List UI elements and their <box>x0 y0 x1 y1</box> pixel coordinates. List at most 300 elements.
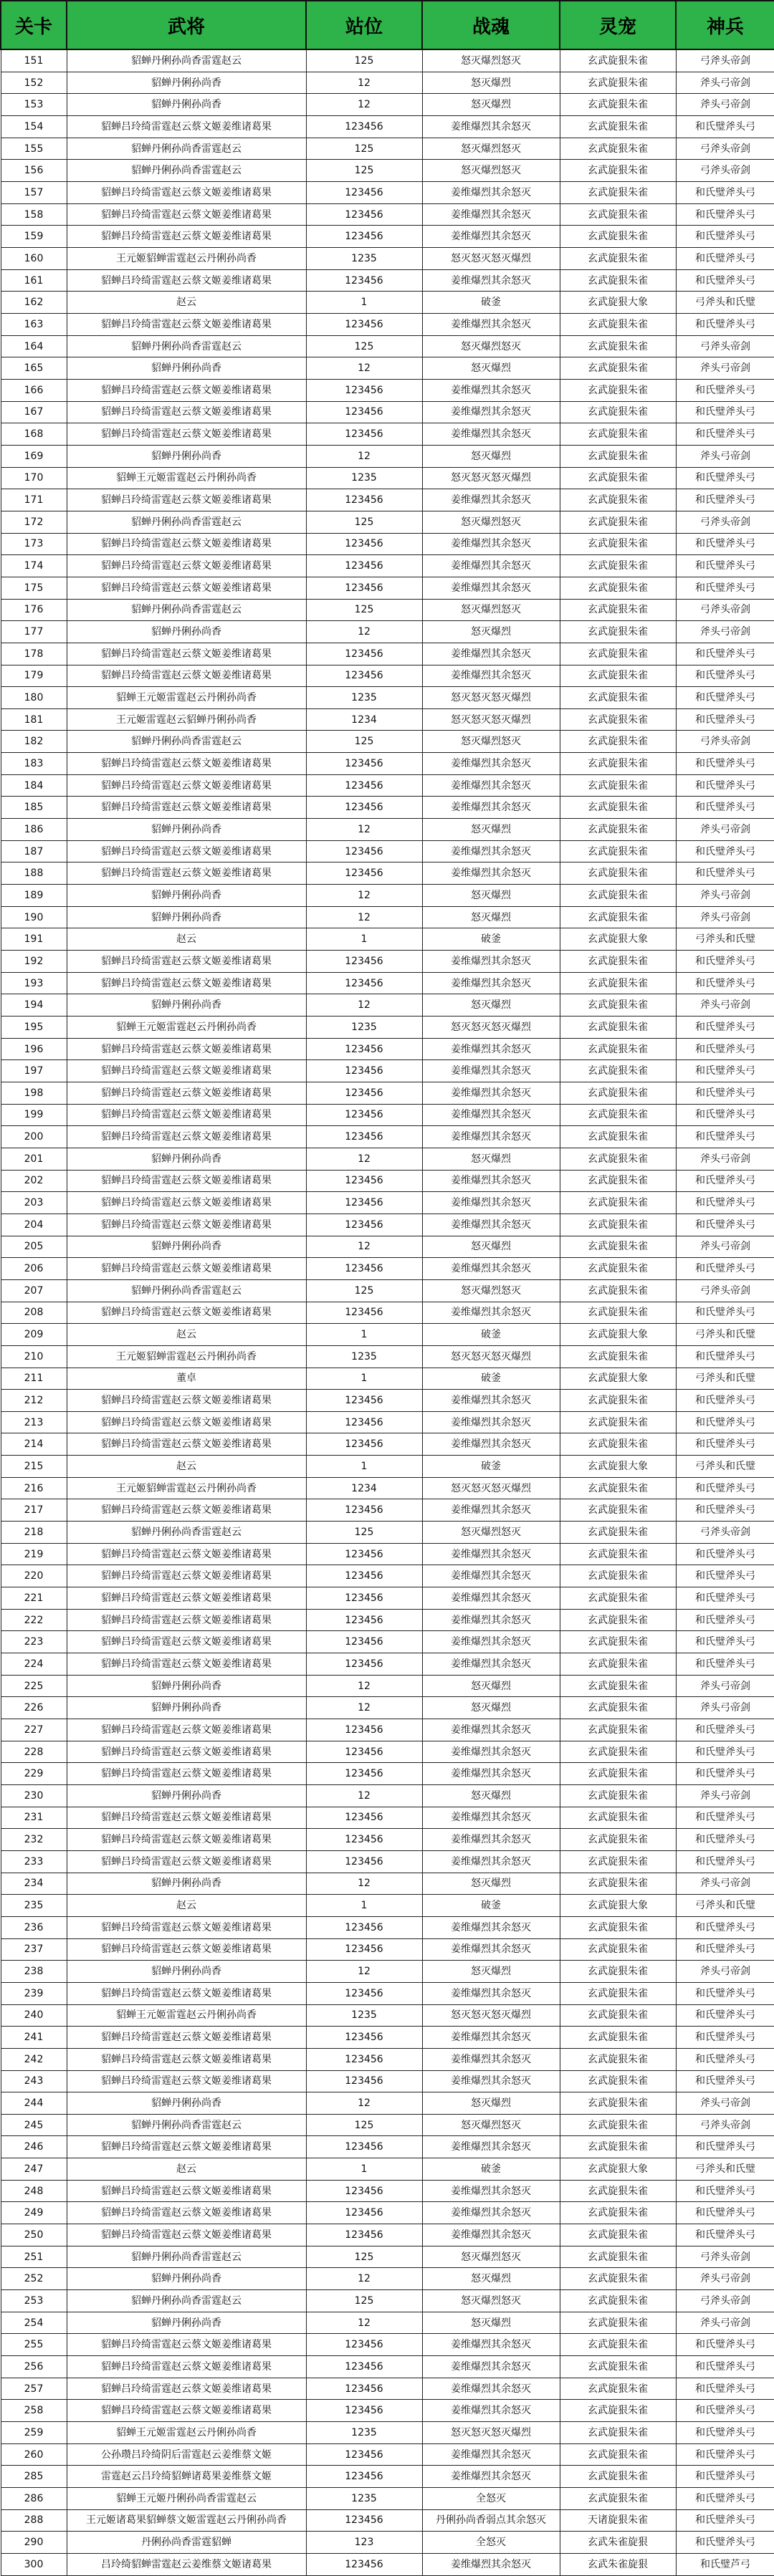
battle-soul-cell: 姜维爆烈其余怒灭 <box>422 2070 560 2092</box>
spirit-pet-cell: 玄武旋狠朱雀 <box>560 401 676 423</box>
position-cell: 125 <box>306 1522 422 1544</box>
generals-cell: 丹俐孙尚香雷霆貂蝉 <box>67 2532 306 2554</box>
generals-cell: 貂蝉吕玲绮雷霆赵云蔡文姬姜维诸葛果 <box>67 182 306 204</box>
level-cell: 179 <box>1 665 67 687</box>
level-cell: 173 <box>1 533 67 555</box>
level-cell: 290 <box>1 2532 67 2554</box>
spirit-pet-cell: 玄武旋狠朱雀 <box>560 160 676 182</box>
divine-weapon-cell: 弓斧头帝剑 <box>676 335 774 357</box>
battle-soul-cell: 姜维爆烈其余怒灭 <box>422 1807 560 1829</box>
position-cell: 125 <box>306 49 422 72</box>
generals-cell: 貂蝉吕玲绮雷霆赵云蔡文姬姜维诸葛果 <box>67 1653 306 1676</box>
generals-cell: 貂蝉丹俐孙尚香雷霆赵云 <box>67 599 306 621</box>
position-cell: 123456 <box>306 1609 422 1631</box>
spirit-pet-cell: 玄武旋狠朱雀 <box>560 1873 676 1895</box>
generals-cell: 貂蝉吕玲绮雷霆赵云蔡文姬姜维诸葛果 <box>67 1587 306 1610</box>
divine-weapon-cell: 和氏璧斧头弓 <box>676 774 774 797</box>
divine-weapon-cell: 和氏璧斧头弓 <box>676 1345 774 1368</box>
divine-weapon-cell: 和氏璧斧头弓 <box>676 2509 774 2532</box>
generals-cell: 貂蝉丹俐孙尚香 <box>67 2092 306 2115</box>
battle-soul-cell: 姜维爆烈其余怒灭 <box>422 423 560 446</box>
level-cell: 225 <box>1 1675 67 1697</box>
level-cell: 245 <box>1 2114 67 2136</box>
level-cell: 156 <box>1 160 67 182</box>
table-row <box>1 1302 774 1324</box>
level-cell: 215 <box>1 1456 67 1478</box>
divine-weapon-cell: 和氏璧斧头弓 <box>676 2532 774 2554</box>
divine-weapon-cell: 斧头弓帝剑 <box>676 994 774 1017</box>
position-cell: 125 <box>306 1279 422 1302</box>
position-cell: 12 <box>306 621 422 643</box>
level-cell: 204 <box>1 1213 67 1236</box>
generals-cell: 貂蝉丹俐孙尚香雷霆赵云 <box>67 2246 306 2268</box>
level-cell: 260 <box>1 2443 67 2466</box>
level-cell: 181 <box>1 708 67 731</box>
spirit-pet-cell: 玄武旋狠朱雀 <box>560 1060 676 1082</box>
divine-weapon-cell: 和氏璧斧头弓 <box>676 1258 774 1280</box>
position-cell: 12 <box>306 1236 422 1258</box>
level-cell: 189 <box>1 885 67 907</box>
generals-cell: 貂蝉吕玲绮雷霆赵云蔡文姬姜维诸葛果 <box>67 862 306 885</box>
spirit-pet-cell: 玄武旋狠朱雀 <box>560 994 676 1017</box>
position-cell: 123456 <box>306 2180 422 2202</box>
generals-cell: 貂蝉丹俐孙尚香雷霆赵云 <box>67 1279 306 1302</box>
spirit-pet-cell: 玄武旋狠朱雀 <box>560 2004 676 2027</box>
generals-cell: 貂蝉吕玲绮雷霆赵云蔡文姬姜维诸葛果 <box>67 643 306 665</box>
level-cell: 258 <box>1 2400 67 2422</box>
spirit-pet-cell: 玄武旋狠朱雀 <box>560 2180 676 2202</box>
level-cell: 240 <box>1 2004 67 2027</box>
generals-cell: 貂蝉吕玲绮雷霆赵云蔡文姬姜维诸葛果 <box>67 972 306 994</box>
battle-soul-cell: 姜维爆烈其余怒灭 <box>422 797 560 819</box>
generals-cell: 貂蝉丹俐孙尚香 <box>67 1675 306 1697</box>
level-cell: 192 <box>1 951 67 973</box>
position-cell: 12 <box>306 1148 422 1170</box>
battle-soul-cell: 怒灭怒灭怒灭爆烈 <box>422 248 560 270</box>
battle-soul-cell: 姜维爆烈其余怒灭 <box>422 951 560 973</box>
battle-soul-cell: 姜维爆烈其余怒灭 <box>422 401 560 423</box>
spirit-pet-cell: 玄武旋狠朱雀 <box>560 906 676 928</box>
level-cell: 237 <box>1 1938 67 1961</box>
table-row <box>1 1368 774 1390</box>
level-cell: 190 <box>1 906 67 928</box>
divine-weapon-cell: 斧头弓帝剑 <box>676 2268 774 2290</box>
generals-cell: 貂蝉丹俐孙尚香 <box>67 819 306 841</box>
divine-weapon-cell: 和氏璧斧头弓 <box>676 1060 774 1082</box>
divine-weapon-cell: 和氏璧斧头弓 <box>676 797 774 819</box>
table-row <box>1 1236 774 1258</box>
divine-weapon-cell: 和氏璧斧头弓 <box>676 2422 774 2444</box>
table-row <box>1 819 774 841</box>
generals-cell: 王元姬貂蝉雷霆赵云丹俐孙尚香 <box>67 1345 306 1368</box>
battle-soul-cell: 姜维爆烈其余怒灭 <box>422 1631 560 1653</box>
table-row <box>1 1038 774 1060</box>
divine-weapon-cell: 和氏璧斧头弓 <box>676 2487 774 2509</box>
level-cell: 227 <box>1 1719 67 1741</box>
table-row <box>1 138 774 160</box>
table-row <box>1 2400 774 2422</box>
position-cell: 123456 <box>306 533 422 555</box>
divine-weapon-cell: 斧头弓帝剑 <box>676 2312 774 2334</box>
position-cell: 123456 <box>306 1631 422 1653</box>
level-cell: 195 <box>1 1017 67 1039</box>
divine-weapon-cell: 斧头弓帝剑 <box>676 1148 774 1170</box>
divine-weapon-cell: 斧头弓帝剑 <box>676 885 774 907</box>
spirit-pet-cell: 玄武旋狠朱雀 <box>560 1675 676 1697</box>
level-cell: 186 <box>1 819 67 841</box>
level-cell: 176 <box>1 599 67 621</box>
position-cell: 123456 <box>306 2027 422 2049</box>
position-cell: 123456 <box>306 2048 422 2070</box>
table-row <box>1 511 774 533</box>
table-row <box>1 885 774 907</box>
level-cell: 219 <box>1 1543 67 1565</box>
generals-cell: 貂蝉吕玲绮雷霆赵云蔡文姬姜维诸葛果 <box>67 1609 306 1631</box>
table-row <box>1 1258 774 1280</box>
table-row <box>1 2532 774 2554</box>
table-row <box>1 489 774 511</box>
battle-soul-cell: 怒灭爆烈怒灭 <box>422 2114 560 2136</box>
divine-weapon-cell: 斧头弓帝剑 <box>676 1675 774 1697</box>
table-row <box>1 1807 774 1829</box>
spirit-pet-cell: 玄武旋狠朱雀 <box>560 1522 676 1544</box>
generals-cell: 貂蝉丹俐孙尚香 <box>67 1148 306 1170</box>
spirit-pet-cell: 玄武旋狠朱雀 <box>560 1258 676 1280</box>
position-cell: 123456 <box>306 862 422 885</box>
level-cell: 182 <box>1 731 67 753</box>
spirit-pet-cell: 玄武旋狠朱雀 <box>560 1192 676 1214</box>
battle-soul-cell: 姜维爆烈其余怒灭 <box>422 1060 560 1082</box>
table-row <box>1 972 774 994</box>
table-row <box>1 2487 774 2509</box>
spirit-pet-cell: 玄武旋狠朱雀 <box>560 1104 676 1126</box>
generals-cell: 貂蝉吕玲绮雷霆赵云蔡文姬姜维诸葛果 <box>67 665 306 687</box>
battle-soul-cell: 姜维爆烈其余怒灭 <box>422 840 560 862</box>
generals-cell: 貂蝉丹俐孙尚香 <box>67 357 306 380</box>
level-cell: 174 <box>1 555 67 577</box>
table-row <box>1 182 774 204</box>
generals-cell: 貂蝉丹俐孙尚香雷霆赵云 <box>67 335 306 357</box>
table-row <box>1 1961 774 1983</box>
generals-cell: 貂蝉丹俐孙尚香雷霆赵云 <box>67 49 306 72</box>
battle-soul-cell: 怒灭爆烈怒灭 <box>422 1522 560 1544</box>
position-cell: 123456 <box>306 2136 422 2158</box>
generals-cell: 吕玲绮貂蝉雷霆赵云姜维蔡文姬诸葛果 <box>67 2553 306 2575</box>
position-cell: 1235 <box>306 2422 422 2444</box>
generals-cell: 貂蝉丹俐孙尚香 <box>67 994 306 1017</box>
divine-weapon-cell: 和氏璧斧头弓 <box>676 2334 774 2356</box>
divine-weapon-cell: 和氏璧斧头弓 <box>676 708 774 731</box>
generals-cell: 貂蝉吕玲绮雷霆赵云蔡文姬姜维诸葛果 <box>67 1850 306 1873</box>
generals-cell: 貂蝉吕玲绮雷霆赵云蔡文姬姜维诸葛果 <box>67 2202 306 2224</box>
spirit-pet-cell: 玄武旋狠朱雀 <box>560 753 676 775</box>
level-cell: 246 <box>1 2136 67 2158</box>
divine-weapon-cell: 和氏璧斧头弓 <box>676 577 774 599</box>
divine-weapon-cell: 和氏璧斧头弓 <box>676 1038 774 1060</box>
battle-soul-cell: 破釜 <box>422 1368 560 1390</box>
generals-cell: 貂蝉吕玲绮雷霆赵云蔡文姬姜维诸葛果 <box>67 1499 306 1522</box>
generals-cell: 貂蝉吕玲绮雷霆赵云蔡文姬姜维诸葛果 <box>67 555 306 577</box>
generals-cell: 貂蝉丹俐孙尚香 <box>67 1961 306 1983</box>
table-row <box>1 226 774 248</box>
spirit-pet-cell: 玄武旋狠朱雀 <box>560 2290 676 2312</box>
battle-soul-cell: 怒灭怒灭怒灭爆烈 <box>422 467 560 489</box>
generals-cell: 貂蝉吕玲绮雷霆赵云蔡文姬姜维诸葛果 <box>67 951 306 973</box>
table-row <box>1 2553 774 2575</box>
generals-cell: 赵云 <box>67 2158 306 2181</box>
spirit-pet-cell: 玄武旋狠朱雀 <box>560 1631 676 1653</box>
position-cell: 123456 <box>306 2466 422 2488</box>
battle-soul-cell: 姜维爆烈其余怒灭 <box>422 1565 560 1587</box>
generals-cell: 貂蝉吕玲绮雷霆赵云蔡文姬姜维诸葛果 <box>67 314 306 336</box>
divine-weapon-cell: 和氏璧斧头弓 <box>676 2136 774 2158</box>
generals-cell: 赵云 <box>67 292 306 314</box>
position-cell: 123456 <box>306 2378 422 2400</box>
level-cell: 238 <box>1 1961 67 1983</box>
battle-soul-cell: 姜维爆烈其余怒灭 <box>422 533 560 555</box>
position-cell: 1 <box>306 1895 422 1917</box>
battle-soul-cell: 姜维爆烈其余怒灭 <box>422 555 560 577</box>
battle-soul-cell: 姜维爆烈其余怒灭 <box>422 2356 560 2378</box>
position-cell: 123456 <box>306 2553 422 2575</box>
level-cell: 153 <box>1 94 67 116</box>
position-cell: 123456 <box>306 1982 422 2004</box>
battle-soul-cell: 丹俐孙尚香弱点其余怒灭 <box>422 2509 560 2532</box>
spirit-pet-cell: 玄武旋狠朱雀 <box>560 2027 676 2049</box>
battle-soul-cell: 姜维爆烈其余怒灭 <box>422 2224 560 2246</box>
level-cell: 247 <box>1 2158 67 2181</box>
generals-cell: 董卓 <box>67 1368 306 1390</box>
battle-soul-cell: 怒灭爆烈 <box>422 1148 560 1170</box>
position-cell: 125 <box>306 2290 422 2312</box>
divine-weapon-cell: 和氏璧斧头弓 <box>676 951 774 973</box>
level-cell: 202 <box>1 1170 67 1192</box>
generals-cell: 貂蝉吕玲绮雷霆赵云蔡文姬姜维诸葛果 <box>67 401 306 423</box>
table-row <box>1 2224 774 2246</box>
level-cell: 232 <box>1 1829 67 1851</box>
battle-soul-cell: 姜维爆烈其余怒灭 <box>422 1258 560 1280</box>
spirit-pet-cell: 玄武旋狠朱雀 <box>560 1982 676 2004</box>
spirit-pet-cell: 玄武旋狠朱雀 <box>560 1499 676 1522</box>
spirit-pet-cell: 玄武旋狠朱雀 <box>560 1850 676 1873</box>
position-cell: 123456 <box>306 401 422 423</box>
position-cell: 1 <box>306 2158 422 2181</box>
divine-weapon-cell: 和氏璧斧头弓 <box>676 1126 774 1148</box>
position-cell: 123456 <box>306 1653 422 1676</box>
battle-soul-cell: 姜维爆烈其余怒灭 <box>422 2180 560 2202</box>
divine-weapon-cell: 和氏璧斧头弓 <box>676 182 774 204</box>
spirit-pet-cell: 玄武旋狠朱雀 <box>560 423 676 446</box>
spirit-pet-cell: 玄武旋狠朱雀 <box>560 2334 676 2356</box>
level-cell: 250 <box>1 2224 67 2246</box>
table-row <box>1 49 774 72</box>
table-row <box>1 1938 774 1961</box>
table-row <box>1 708 774 731</box>
position-cell: 123456 <box>306 269 422 292</box>
spirit-pet-cell: 玄武朱雀旋狠 <box>560 2532 676 2554</box>
generals-cell: 貂蝉吕玲绮雷霆赵云蔡文姬姜维诸葛果 <box>67 226 306 248</box>
level-cell: 180 <box>1 687 67 709</box>
generals-cell: 貂蝉吕玲绮雷霆赵云蔡文姬姜维诸葛果 <box>67 1082 306 1104</box>
battle-soul-cell: 姜维爆烈其余怒灭 <box>422 1126 560 1148</box>
divine-weapon-cell: 和氏璧斧头弓 <box>676 1741 774 1763</box>
position-cell: 1235 <box>306 687 422 709</box>
position-cell: 123456 <box>306 1170 422 1192</box>
position-cell: 123456 <box>306 1587 422 1610</box>
table-row <box>1 1653 774 1676</box>
spirit-pet-cell: 玄武旋狠朱雀 <box>560 1741 676 1763</box>
position-cell: 123456 <box>306 577 422 599</box>
battle-soul-cell: 姜维爆烈其余怒灭 <box>422 1982 560 2004</box>
position-cell: 123456 <box>306 2400 422 2422</box>
position-cell: 12 <box>306 819 422 841</box>
table-row <box>1 1060 774 1082</box>
generals-cell: 貂蝉吕玲绮雷霆赵云蔡文姬姜维诸葛果 <box>67 1126 306 1148</box>
battle-soul-cell: 姜维爆烈其余怒灭 <box>422 862 560 885</box>
spirit-pet-cell: 玄武旋狠朱雀 <box>560 708 676 731</box>
level-cell: 257 <box>1 2378 67 2400</box>
level-cell: 199 <box>1 1104 67 1126</box>
battle-soul-cell: 姜维爆烈其余怒灭 <box>422 379 560 401</box>
table-row <box>1 840 774 862</box>
battle-soul-cell: 姜维爆烈其余怒灭 <box>422 1213 560 1236</box>
level-cell: 201 <box>1 1148 67 1170</box>
spirit-pet-cell: 玄武旋狠朱雀 <box>560 1543 676 1565</box>
position-cell: 123 <box>306 2532 422 2554</box>
divine-weapon-cell: 和氏璧斧头弓 <box>676 203 774 226</box>
position-cell: 123456 <box>306 1938 422 1961</box>
spirit-pet-cell: 玄武旋狠朱雀 <box>560 226 676 248</box>
divine-weapon-cell: 和氏璧斧头弓 <box>676 1433 774 1456</box>
spirit-pet-cell: 玄武旋狠朱雀 <box>560 643 676 665</box>
divine-weapon-cell: 和氏璧斧头弓 <box>676 753 774 775</box>
battle-soul-cell: 姜维爆烈其余怒灭 <box>422 1433 560 1456</box>
table-row <box>1 1170 774 1192</box>
generals-cell: 貂蝉王元姬雷霆赵云丹俐孙尚香 <box>67 2004 306 2027</box>
level-cell: 161 <box>1 269 67 292</box>
divine-weapon-cell: 斧头弓帝剑 <box>676 819 774 841</box>
generals-cell: 貂蝉吕玲绮雷霆赵云蔡文姬姜维诸葛果 <box>67 1938 306 1961</box>
position-cell: 123456 <box>306 1192 422 1214</box>
level-cell: 183 <box>1 753 67 775</box>
position-cell: 125 <box>306 2114 422 2136</box>
position-cell: 123456 <box>306 2070 422 2092</box>
battle-soul-cell: 姜维爆烈其余怒灭 <box>422 1719 560 1741</box>
position-cell: 123456 <box>306 1104 422 1126</box>
table-row <box>1 1433 774 1456</box>
table-row <box>1 1609 774 1631</box>
table-row <box>1 951 774 973</box>
divine-weapon-cell: 和氏璧斧头弓 <box>676 1587 774 1610</box>
battle-soul-cell: 怒灭爆烈 <box>422 621 560 643</box>
divine-weapon-cell: 和氏璧斧头弓 <box>676 1719 774 1741</box>
level-cell: 259 <box>1 2422 67 2444</box>
battle-soul-cell: 怒灭爆烈 <box>422 994 560 1017</box>
level-cell: 151 <box>1 49 67 72</box>
spirit-pet-cell: 玄武旋狠朱雀 <box>560 2378 676 2400</box>
spirit-pet-cell: 玄武旋狠朱雀 <box>560 2312 676 2334</box>
generals-cell: 貂蝉吕玲绮雷霆赵云蔡文姬姜维诸葛果 <box>67 774 306 797</box>
position-cell: 12 <box>306 885 422 907</box>
spirit-pet-cell: 玄武旋狠朱雀 <box>560 138 676 160</box>
table-row <box>1 1126 774 1148</box>
spirit-pet-cell: 玄武旋狠朱雀 <box>560 1697 676 1719</box>
position-cell: 123456 <box>306 116 422 138</box>
battle-soul-cell: 怒灭爆烈 <box>422 819 560 841</box>
position-cell: 123456 <box>306 972 422 994</box>
generals-cell: 貂蝉丹俐孙尚香 <box>67 621 306 643</box>
battle-soul-cell: 怒灭爆烈怒灭 <box>422 1279 560 1302</box>
level-cell: 172 <box>1 511 67 533</box>
generals-cell: 貂蝉吕玲绮雷霆赵云蔡文姬姜维诸葛果 <box>67 1763 306 1785</box>
spirit-pet-cell: 玄武旋狠朱雀 <box>560 665 676 687</box>
table-row <box>1 72 774 94</box>
divine-weapon-cell: 和氏璧斧头弓 <box>676 1565 774 1587</box>
battle-soul-cell: 怒灭爆烈 <box>422 1961 560 1983</box>
divine-weapon-cell: 和氏璧斧头弓 <box>676 1302 774 1324</box>
level-cell: 209 <box>1 1324 67 1346</box>
generals-cell: 貂蝉吕玲绮雷霆赵云蔡文姬姜维诸葛果 <box>67 269 306 292</box>
battle-soul-cell: 怒灭怒灭怒灭爆烈 <box>422 687 560 709</box>
table-row <box>1 2136 774 2158</box>
spirit-pet-cell: 玄武旋狠朱雀 <box>560 840 676 862</box>
generals-cell: 雷霆赵云吕玲绮貂蝉诸葛果姜维蔡文姬 <box>67 2466 306 2488</box>
battle-soul-cell: 怒灭爆烈 <box>422 1675 560 1697</box>
position-cell: 12 <box>306 445 422 467</box>
position-cell: 12 <box>306 72 422 94</box>
table-row <box>1 269 774 292</box>
spirit-pet-cell: 玄武旋狠朱雀 <box>560 203 676 226</box>
level-cell: 229 <box>1 1763 67 1785</box>
generals-cell: 貂蝉吕玲绮雷霆赵云蔡文姬姜维诸葛果 <box>67 489 306 511</box>
generals-cell: 貂蝉吕玲绮雷霆赵云蔡文姬姜维诸葛果 <box>67 2027 306 2049</box>
level-cell: 224 <box>1 1653 67 1676</box>
level-cell: 198 <box>1 1082 67 1104</box>
battle-soul-cell: 破釜 <box>422 928 560 951</box>
position-cell: 12 <box>306 94 422 116</box>
generals-cell: 貂蝉王元姬雷霆赵云丹俐孙尚香 <box>67 1017 306 1039</box>
table-row <box>1 2246 774 2268</box>
battle-soul-cell: 怒灭怒灭怒灭爆烈 <box>422 2004 560 2027</box>
level-cell: 205 <box>1 1236 67 1258</box>
spirit-pet-cell: 玄武旋狠朱雀 <box>560 2048 676 2070</box>
position-cell: 123456 <box>306 643 422 665</box>
table-row <box>1 1916 774 1938</box>
generals-cell: 貂蝉吕玲绮雷霆赵云蔡文姬姜维诸葛果 <box>67 2070 306 2092</box>
battle-soul-cell: 全怒灭 <box>422 2487 560 2509</box>
battle-soul-cell: 怒灭爆烈 <box>422 1784 560 1807</box>
table-row <box>1 1850 774 1873</box>
level-cell: 207 <box>1 1279 67 1302</box>
table-row <box>1 2004 774 2027</box>
table-row <box>1 1279 774 1302</box>
table-row <box>1 2114 774 2136</box>
position-cell: 123456 <box>306 555 422 577</box>
position-cell: 123456 <box>306 1719 422 1741</box>
battle-soul-cell: 破釜 <box>422 1895 560 1917</box>
battle-soul-cell: 姜维爆烈其余怒灭 <box>422 577 560 599</box>
divine-weapon-cell: 弓斧头帝剑 <box>676 1522 774 1544</box>
generals-cell: 貂蝉吕玲绮雷霆赵云蔡文姬姜维诸葛果 <box>67 1213 306 1236</box>
position-cell: 125 <box>306 138 422 160</box>
spirit-pet-cell: 玄武旋狠朱雀 <box>560 1477 676 1499</box>
table-row <box>1 1675 774 1697</box>
generals-cell: 貂蝉吕玲绮雷霆赵云蔡文姬姜维诸葛果 <box>67 2224 306 2246</box>
generals-cell: 赵云 <box>67 1324 306 1346</box>
divine-weapon-cell: 斧头弓帝剑 <box>676 1961 774 1983</box>
level-cell: 222 <box>1 1609 67 1631</box>
divine-weapon-cell: 和氏璧斧头弓 <box>676 2202 774 2224</box>
